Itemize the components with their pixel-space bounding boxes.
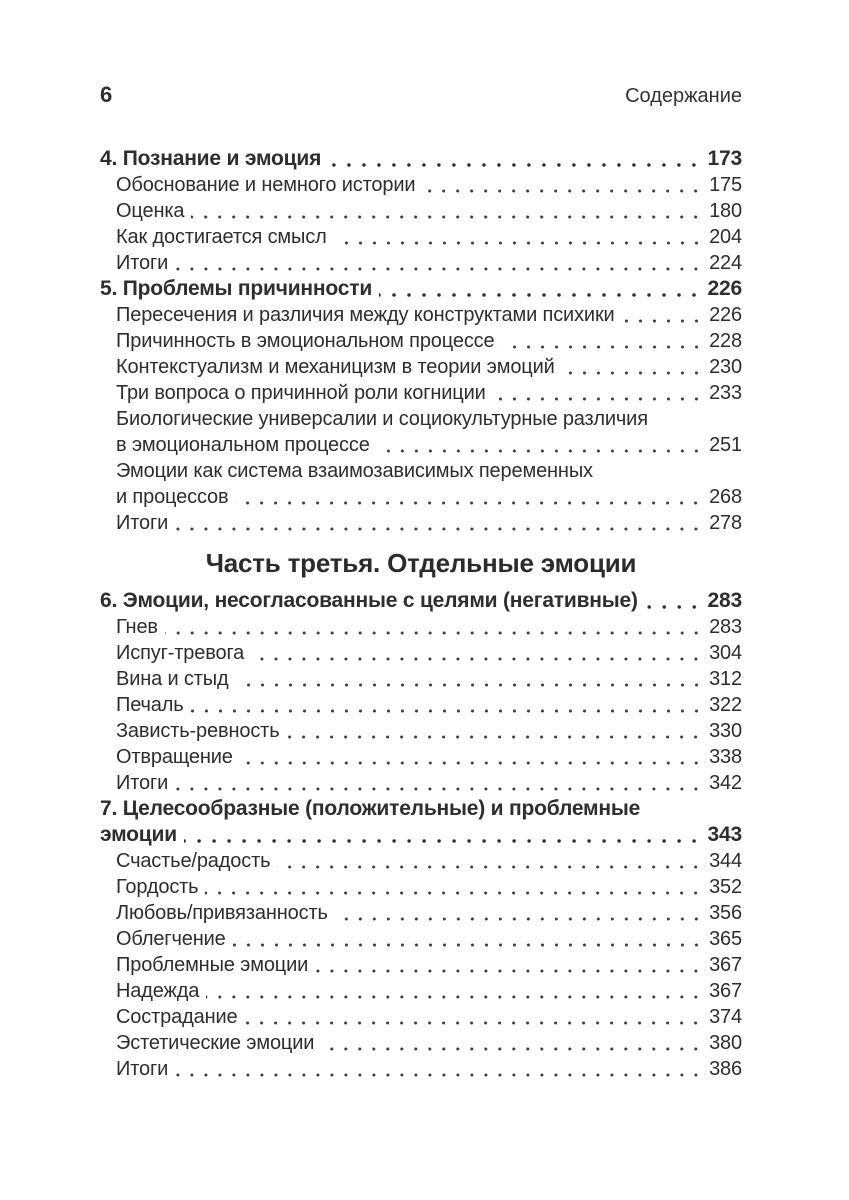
toc-entry-page: 283 bbox=[709, 616, 742, 638]
toc-entry bbox=[100, 406, 742, 432]
page-number: 6 bbox=[100, 82, 113, 107]
toc-entry bbox=[100, 822, 742, 848]
dot-leader bbox=[175, 250, 703, 276]
dot-leader bbox=[562, 354, 703, 380]
toc-entry-label: Отвращение bbox=[116, 746, 233, 768]
toc-entry bbox=[100, 1056, 742, 1082]
toc-entry-page: 374 bbox=[709, 1006, 742, 1028]
dot-leader bbox=[321, 1030, 703, 1056]
toc-entry-label: Сострадание bbox=[116, 1006, 238, 1028]
toc-entry-page: 312 bbox=[709, 668, 742, 690]
dot-leader bbox=[377, 432, 703, 458]
dot-leader bbox=[622, 302, 704, 328]
toc-entry bbox=[100, 796, 742, 822]
toc-entry-label: 5. Проблемы причинности bbox=[100, 277, 373, 300]
toc-entry-page: 230 bbox=[709, 356, 742, 378]
toc-entry bbox=[100, 1030, 742, 1056]
toc-entry bbox=[100, 692, 742, 718]
toc-entry-page: 226 bbox=[709, 304, 742, 326]
toc-entry-label: Итоги bbox=[116, 252, 169, 274]
toc-entry-label: Пересечения и различия между конструктами психики bbox=[116, 304, 615, 326]
toc-entry bbox=[100, 666, 742, 692]
dot-leader bbox=[335, 900, 703, 926]
toc-entry bbox=[100, 354, 742, 380]
toc-entry-page: 344 bbox=[709, 850, 742, 872]
dot-leader bbox=[191, 198, 703, 224]
toc-entry bbox=[100, 458, 742, 484]
toc-entry-label: Любовь/привязанность bbox=[116, 902, 328, 924]
toc-entry-label: Гнев bbox=[116, 616, 158, 638]
dot-leader bbox=[277, 848, 703, 874]
toc-entry bbox=[100, 744, 742, 770]
dot-leader bbox=[235, 484, 703, 510]
toc-entry-label: Итоги bbox=[116, 1058, 169, 1080]
toc-entry-label: Облегчение bbox=[116, 928, 226, 950]
toc-entry-page: 233 bbox=[709, 382, 742, 404]
toc-entry-page: 175 bbox=[709, 174, 742, 196]
dot-leader bbox=[379, 276, 702, 302]
dot-leader bbox=[206, 978, 703, 1004]
toc-entry bbox=[100, 250, 742, 276]
toc-entry bbox=[100, 302, 742, 328]
toc-entry-page: 268 bbox=[709, 486, 742, 508]
dot-leader bbox=[493, 380, 703, 406]
dot-leader bbox=[240, 744, 703, 770]
toc-entry-label: Испуг-тревога bbox=[116, 642, 245, 664]
toc-entry-page: 224 bbox=[709, 252, 742, 274]
toc-entry-page: 386 bbox=[709, 1058, 742, 1080]
toc-entry-label: Обоснование и немного истории bbox=[116, 174, 416, 196]
toc-entry-label: Гордость bbox=[116, 876, 199, 898]
toc-entry-label: Счастье/радость bbox=[116, 850, 271, 872]
toc-entry bbox=[100, 848, 742, 874]
toc-entry-page: 356 bbox=[709, 902, 742, 924]
toc-entry-label: Биологические универсалии и социокультурные различия bbox=[116, 408, 648, 430]
toc-entry-label: и процессов bbox=[116, 486, 229, 508]
toc-entry-label: Надежда bbox=[116, 980, 200, 1002]
toc-entry-label: Эмоции как система взаимозависимых переменных bbox=[116, 460, 593, 482]
toc-entry-page: 343 bbox=[707, 823, 742, 846]
toc-entry-page: 352 bbox=[709, 876, 742, 898]
toc-entry bbox=[100, 640, 742, 666]
dot-leader bbox=[205, 874, 703, 900]
toc-entry-label: Как достигается смысл bbox=[116, 226, 327, 248]
toc-entry bbox=[100, 198, 742, 224]
toc-entry-label: Три вопроса о причинной роли когниции bbox=[116, 382, 486, 404]
toc-entry-page: 322 bbox=[709, 694, 742, 716]
toc-entry bbox=[100, 900, 742, 926]
toc-entry-page: 330 bbox=[709, 720, 742, 742]
toc-entry-label: эмоции bbox=[100, 823, 177, 846]
toc-entry-page: 283 bbox=[707, 589, 742, 612]
toc-entry-label: Вина и стыд bbox=[116, 668, 229, 690]
dot-leader bbox=[334, 224, 703, 250]
toc-entry-label: Зависть-ревность bbox=[116, 720, 280, 742]
toc-entry bbox=[100, 432, 742, 458]
toc-entry-page: 204 bbox=[709, 226, 742, 248]
toc-entry bbox=[100, 1004, 742, 1030]
toc-entry-label: 7. Целесообразные (положительные) и проблемные bbox=[100, 797, 641, 820]
toc-entry-label: Проблемные эмоции bbox=[116, 954, 309, 976]
toc-entry bbox=[100, 874, 742, 900]
toc-entry bbox=[100, 510, 742, 536]
toc-entry-label: Причинность в эмоциональном процессе bbox=[116, 330, 495, 352]
toc-entry-page: 180 bbox=[709, 200, 742, 222]
dot-leader bbox=[251, 640, 703, 666]
toc-entry-label: 4. Познание и эмоция bbox=[100, 147, 322, 170]
dot-leader bbox=[286, 718, 703, 744]
dot-leader bbox=[328, 146, 701, 172]
toc-entry-page: 367 bbox=[709, 954, 742, 976]
toc-entry bbox=[100, 926, 742, 952]
toc-entry-page: 173 bbox=[707, 147, 742, 170]
dot-leader bbox=[315, 952, 703, 978]
dot-leader bbox=[191, 692, 704, 718]
toc-entry-page: 367 bbox=[709, 980, 742, 1002]
toc-entry bbox=[100, 172, 742, 198]
part-heading: Часть третья. Отдельные эмоции bbox=[205, 548, 637, 578]
toc-entry bbox=[100, 224, 742, 250]
toc-entry-page: 365 bbox=[709, 928, 742, 950]
toc-entry bbox=[100, 718, 742, 744]
dot-leader bbox=[175, 510, 703, 536]
toc-entry bbox=[100, 978, 742, 1004]
dot-leader bbox=[244, 1004, 703, 1030]
toc-entry bbox=[100, 380, 742, 406]
running-title: Содержание bbox=[625, 85, 742, 107]
dot-leader bbox=[184, 822, 702, 848]
dot-leader bbox=[175, 1056, 703, 1082]
dot-leader bbox=[645, 588, 702, 614]
toc-entry-label: Итоги bbox=[116, 772, 169, 794]
dot-leader bbox=[502, 328, 704, 354]
toc-entry-label: Контекстуализм и механицизм в теории эмоций bbox=[116, 356, 555, 378]
toc-entry-page: 226 bbox=[707, 277, 742, 300]
toc-entry bbox=[100, 276, 742, 302]
table-of-contents bbox=[100, 146, 742, 1082]
toc-entry bbox=[100, 588, 742, 614]
toc-entry bbox=[100, 146, 742, 172]
toc-entry-page: 304 bbox=[709, 642, 742, 664]
dot-leader bbox=[175, 770, 703, 796]
toc-entry-label: 6. Эмоции, несогласованные с целями (негативные) bbox=[100, 589, 638, 612]
dot-leader bbox=[236, 666, 704, 692]
toc-entry-label: Итоги bbox=[116, 512, 169, 534]
toc-entry bbox=[100, 770, 742, 796]
toc-entry bbox=[100, 614, 742, 640]
toc-entry-page: 278 bbox=[709, 512, 742, 534]
dot-leader bbox=[165, 614, 703, 640]
toc-entry-label: Эстетические эмоции bbox=[116, 1032, 315, 1054]
toc-entry-page: 228 bbox=[709, 330, 742, 352]
dot-leader bbox=[422, 172, 703, 198]
toc-entry bbox=[100, 328, 742, 354]
toc-entry-page: 338 bbox=[709, 746, 742, 768]
page-header bbox=[100, 82, 742, 108]
toc-entry-page: 251 bbox=[709, 434, 742, 456]
toc-entry-label: Печаль bbox=[116, 694, 184, 716]
toc-entry bbox=[100, 484, 742, 510]
toc-entry-page: 380 bbox=[709, 1032, 742, 1054]
toc-entry bbox=[100, 952, 742, 978]
toc-entry-page: 342 bbox=[709, 772, 742, 794]
toc-entry-label: Оценка bbox=[116, 200, 185, 222]
dot-leader bbox=[233, 926, 703, 952]
toc-entry-label: в эмоциональном процессе bbox=[116, 434, 370, 456]
